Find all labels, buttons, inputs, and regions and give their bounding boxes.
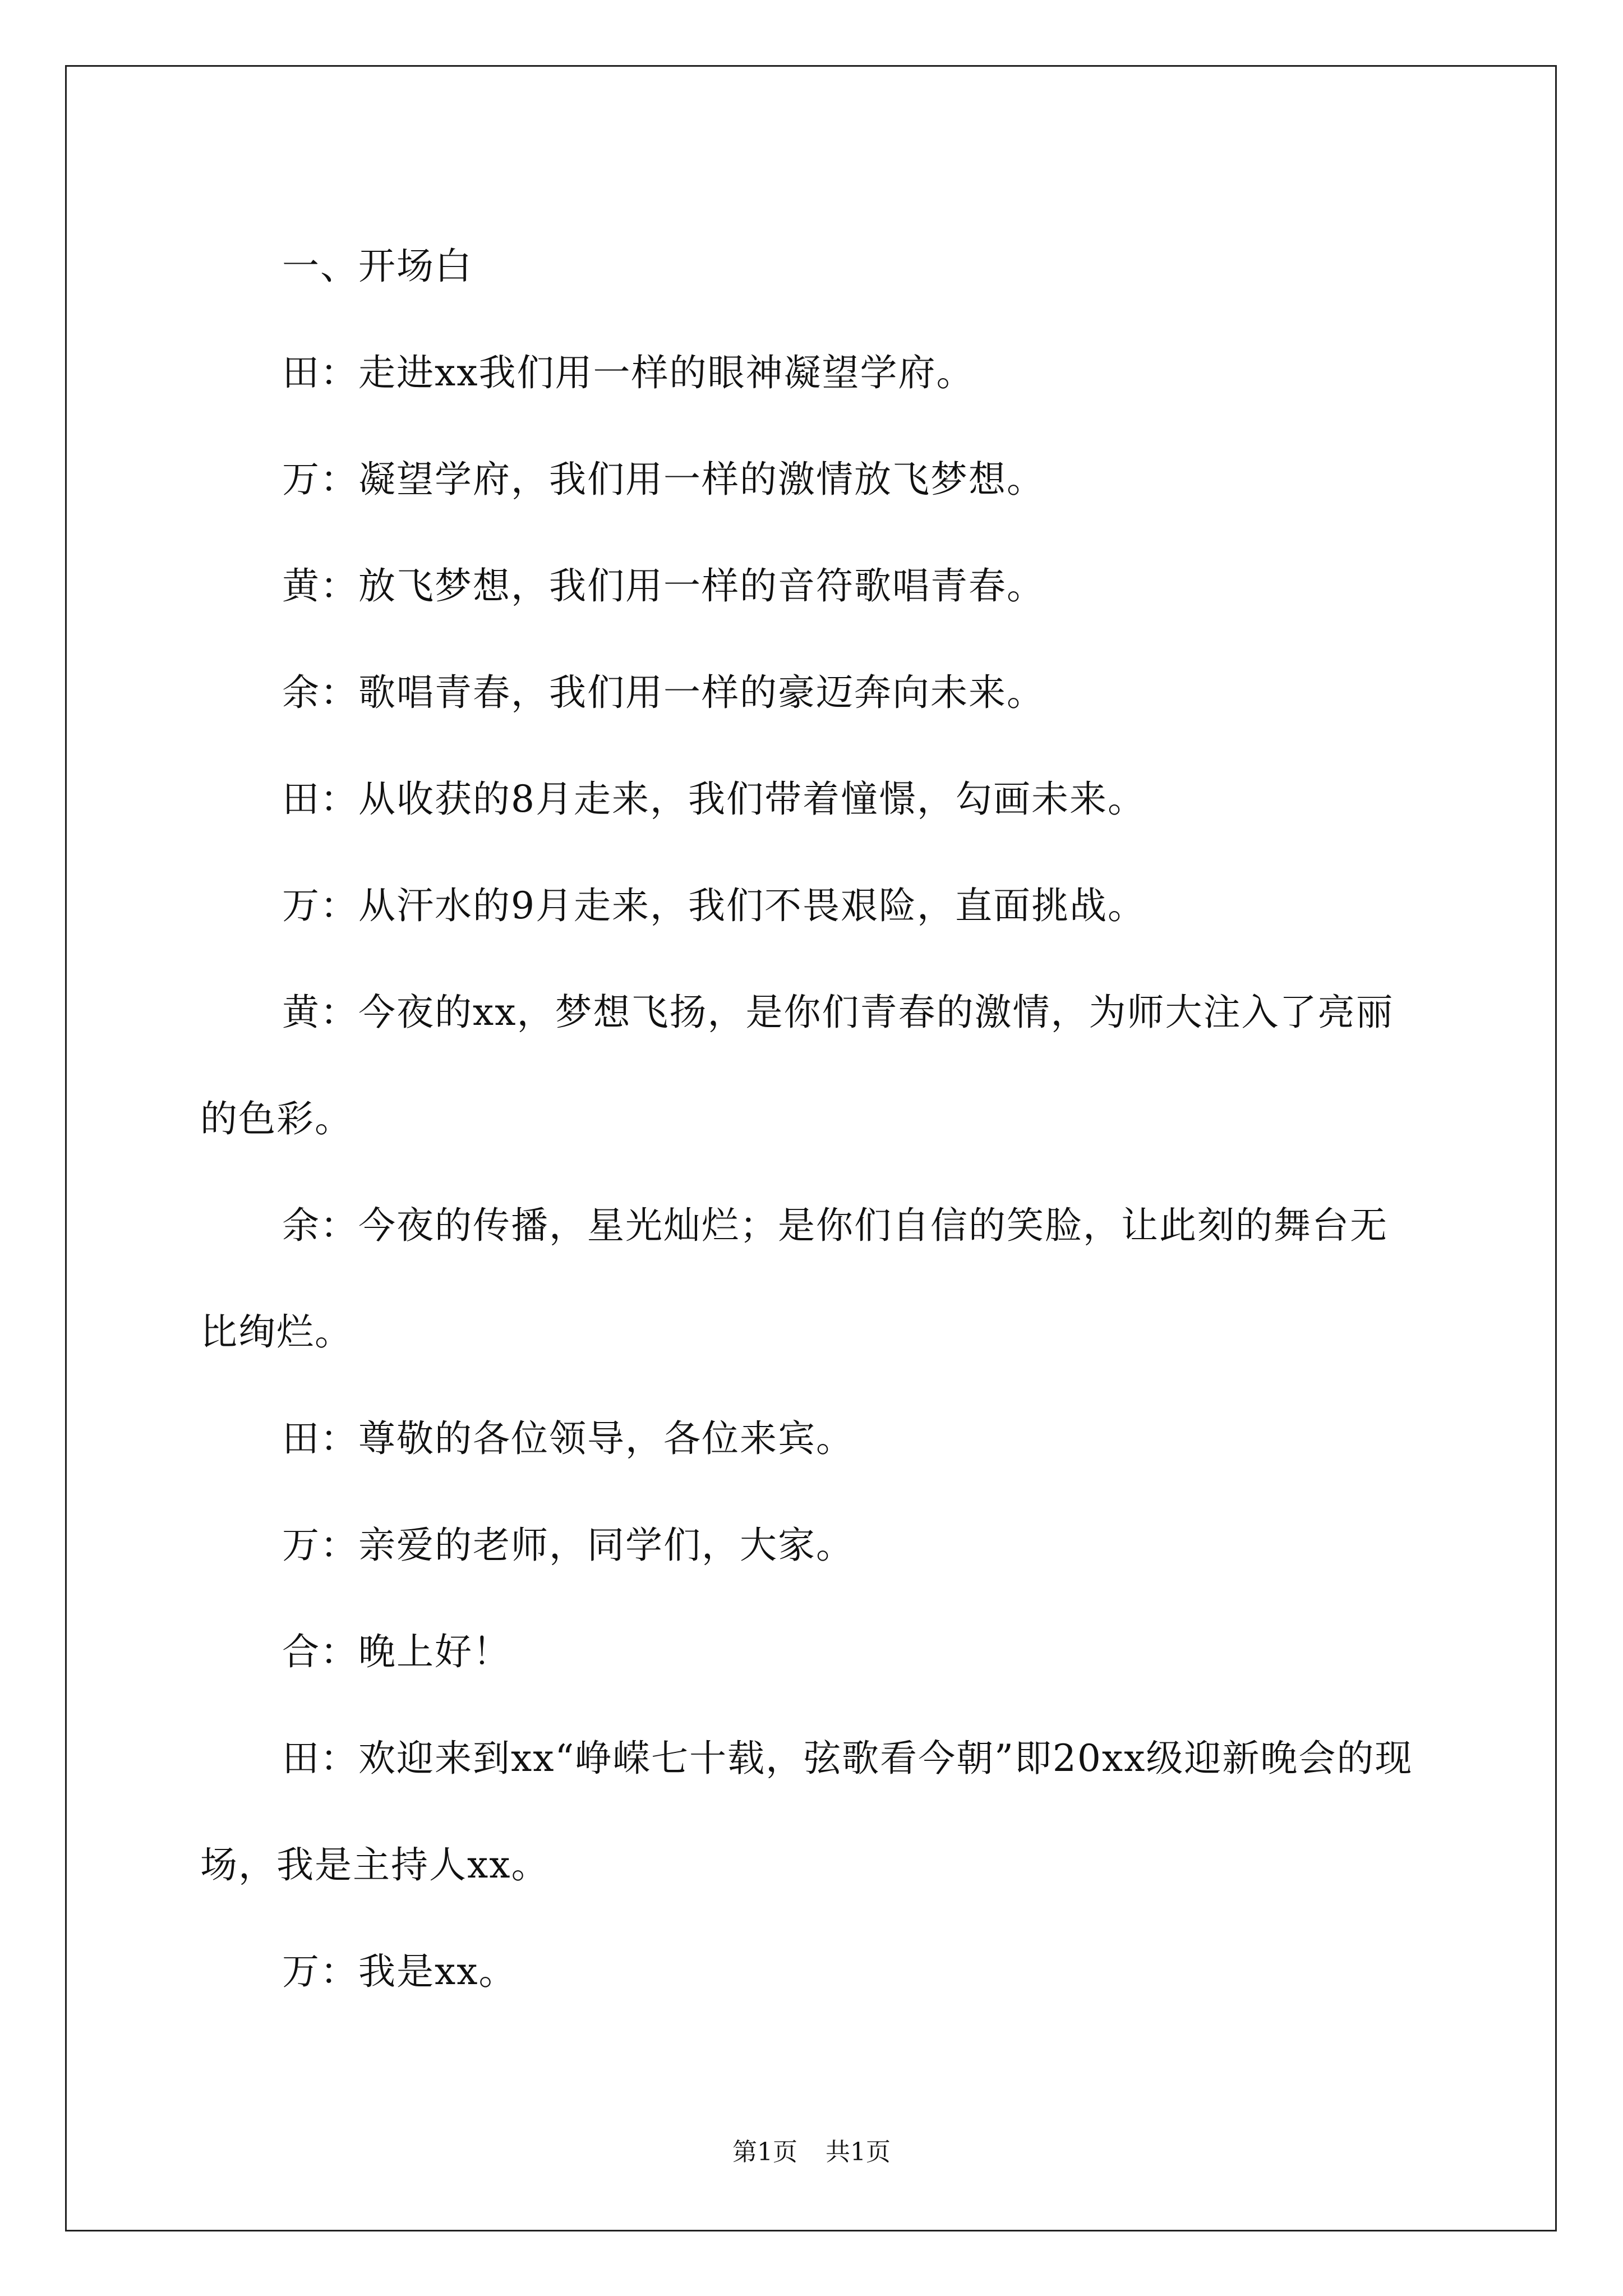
dialogue-line: 黄：今夜的xx，梦想飞扬，是你们青春的激情，为师大注入了亮丽的色彩。 <box>200 991 1394 1140</box>
dialogue-line: 余：今夜的传播，星光灿烂；是你们自信的笑脸，让此刻的舞台无比绚烂。 <box>200 1204 1388 1354</box>
section-heading: 一、开场白 <box>282 245 473 288</box>
page-total: 共1页 <box>826 2138 891 2166</box>
dialogue-line: 田：尊敬的各位领导，各位来宾。 <box>282 1417 854 1460</box>
dialogue-line: 余：歌唱青春，我们用一样的豪迈奔向未来。 <box>282 671 1045 714</box>
dialogue-line: 万：我是xx。 <box>282 1950 517 1993</box>
dialogue-line: 合：晚上好！ <box>282 1630 511 1673</box>
dialogue-line: 万：凝望学府，我们用一样的激情放飞梦想。 <box>282 458 1045 501</box>
dialogue-line: 田：走进xx我们用一样的眼神凝望学府。 <box>282 351 975 394</box>
page-number: 第1页 <box>732 2138 797 2166</box>
dialogue-line: 万：从汗水的9月走来，我们不畏艰险，直面挑战。 <box>282 884 1146 927</box>
dialogue-line: 万：亲爱的老师，同学们，大家。 <box>282 1524 854 1567</box>
page-footer <box>0 2132 1623 2168</box>
dialogue-line: 黄：放飞梦想，我们用一样的音符歌唱青春。 <box>282 564 1045 608</box>
document-body <box>200 213 1423 2025</box>
dialogue-line: 田：欢迎来到xx“峥嵘七十载，弦歌看今朝”即20xx级迎新晚会的现场，我是主持人xx。 <box>200 1737 1413 1887</box>
dialogue-line: 田：从收获的8月走来，我们带着憧憬，勾画未来。 <box>282 777 1146 821</box>
